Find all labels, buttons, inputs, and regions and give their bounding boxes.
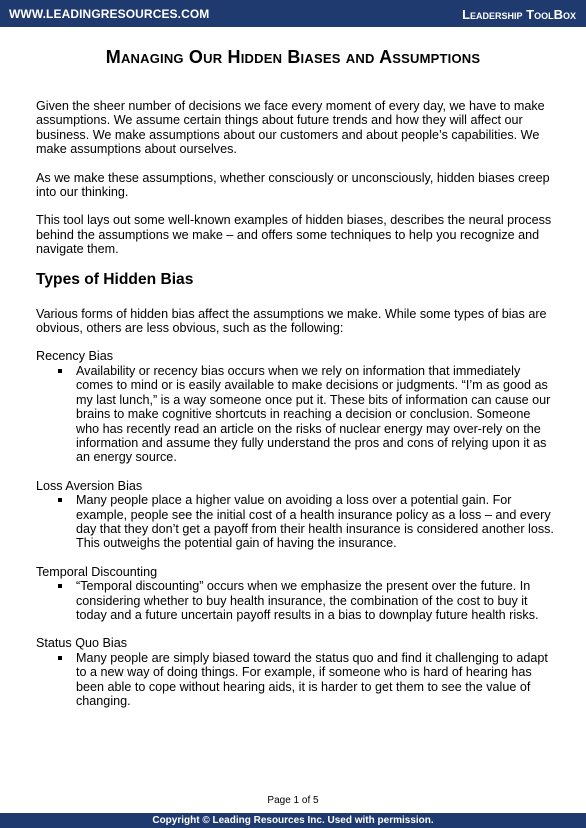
bias-description: Availability or recency bias occurs when we rely on information that immediately comes to mind or is easily available to make decisions or judgments. “I’m as good as my last lunch,” is a way someone once put it. These bits of information can cause our brains to make cognitive shortcuts in reaching a decision or conclusion. Someone who has recently read an article on the risks of nuclear energy may over-rely on the information and assume they fully understand the pros and cons of relying upon it as an energy source. [36, 364, 556, 465]
bias-title: Recency Bias [36, 349, 113, 364]
toolbox-label: Leadership ToolBox [462, 7, 576, 22]
section-heading: Types of Hidden Bias [36, 270, 194, 288]
website-url[interactable]: WWW.LEADINGRESOURCES.COM [9, 7, 210, 21]
page-number: Page 1 of 5 [267, 795, 319, 806]
bias-description: Many people place a higher value on avoiding a loss over a potential gain. For example, people see the initial cost of a health insurance policy as a loss – and every day that they don’t get a payoff from their health insurance is considered another loss. This outweighs the potential gain of having the insurance. [36, 493, 556, 551]
copyright-footer: Copyright © Leading Resources Inc. Used with permission. [0, 813, 586, 828]
intro-paragraph: As we make these assumptions, whether consciously or unconsciously, hidden biases creep into our thinking. [36, 170, 550, 200]
bias-description: Many people are simply biased toward the status quo and find it challenging to adapt to a new way of doing things. For example, if someone who is hard of hearing has been able to cope without hearing aids, it is harder to get them to see the value of changing. [36, 651, 556, 709]
document-title: Managing Our Hidden Biases and Assumptions [105, 47, 481, 67]
bias-list [36, 651, 556, 709]
bias-title: Loss Aversion Bias [36, 478, 143, 493]
section-lead: Various forms of hidden bias affect the assumptions we make. While some types of bias are obvious, others are less obvious, such as the following: [36, 306, 547, 336]
bias-list [36, 579, 556, 622]
bias-title: Temporal Discounting [36, 564, 158, 579]
bias-list [36, 493, 556, 551]
bias-title: Status Quo Bias [36, 636, 128, 651]
bias-description: “Temporal discounting” occurs when we emphasize the present over the future. In considering whether to buy health insurance, the combination of the cost to buy it today and a future uncertain payoff results in a bias to downplay future health risks. [36, 579, 556, 622]
intro-paragraph: Given the sheer number of decisions we face every moment of every day, we have to make assumptions. We assume certain things about future trends and how they will affect our business. We make assumptions about our customers and about people’s capabilities. We make assumptions about ourselves. [36, 99, 545, 157]
header-bar [0, 0, 586, 27]
intro-paragraph: This tool lays out some well-known examples of hidden biases, describes the neural process behind the assumptions we make – and offers some techniques to help you recognize and navigate them. [36, 213, 552, 257]
document-body [36, 99, 556, 722]
bias-list [36, 364, 556, 465]
